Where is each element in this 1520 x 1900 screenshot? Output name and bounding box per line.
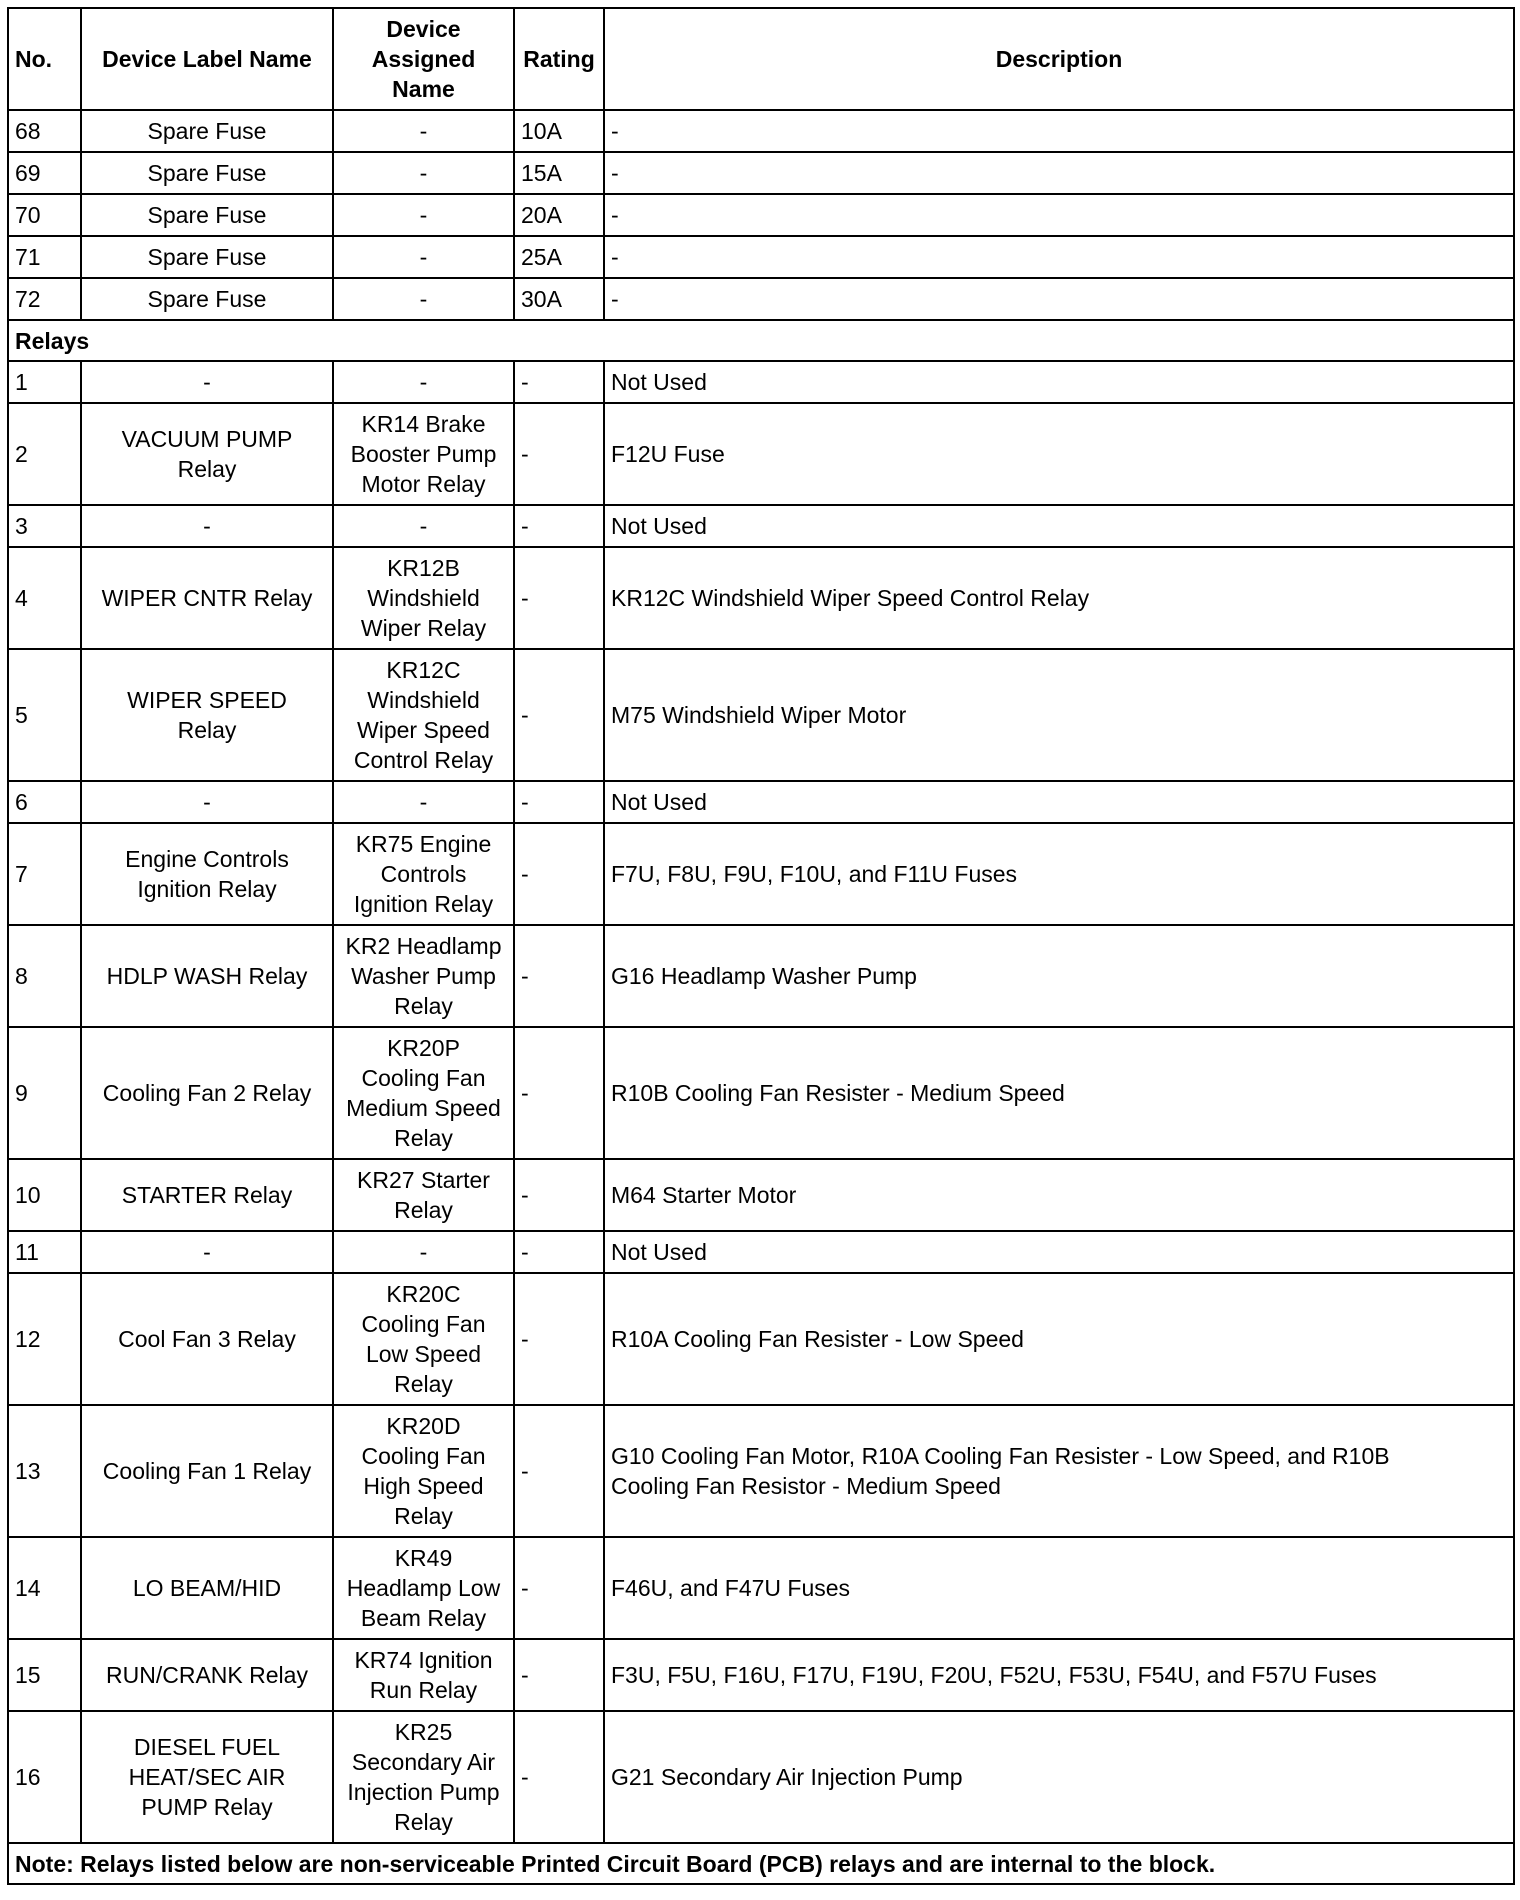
cell-rating: - (514, 925, 604, 1027)
cell-device-assigned-name: - (333, 361, 514, 403)
cell-device-label-name: WIPER SPEED Relay (81, 649, 333, 781)
cell-no: 69 (8, 152, 81, 194)
cell-no: 16 (8, 1711, 81, 1843)
cell-device-label-name: Cooling Fan 2 Relay (81, 1027, 333, 1159)
table-row (8, 194, 1514, 236)
cell-rating: - (514, 1711, 604, 1843)
fuse-rows (8, 110, 1514, 320)
cell-device-assigned-name: - (333, 152, 514, 194)
cell-device-label-name: Engine Controls Ignition Relay (81, 823, 333, 925)
table-row (8, 1273, 1514, 1405)
cell-device-label-name: - (81, 505, 333, 547)
table-row (8, 278, 1514, 320)
cell-rating: 25A (514, 236, 604, 278)
cell-device-assigned-name: KR20D Cooling Fan High Speed Relay (333, 1405, 514, 1537)
cell-device-assigned-name: KR20C Cooling Fan Low Speed Relay (333, 1273, 514, 1405)
cell-description: - (604, 278, 1514, 320)
cell-no: 2 (8, 403, 81, 505)
cell-description: F3U, F5U, F16U, F17U, F19U, F20U, F52U, F53U, F54U, and F57U Fuses (604, 1639, 1514, 1711)
table-row (8, 1711, 1514, 1843)
table-row (8, 1027, 1514, 1159)
cell-no: 70 (8, 194, 81, 236)
cell-no: 71 (8, 236, 81, 278)
cell-device-label-name: LO BEAM/HID (81, 1537, 333, 1639)
cell-device-label-name: RUN/CRANK Relay (81, 1639, 333, 1711)
cell-no: 11 (8, 1231, 81, 1273)
cell-device-label-name: - (81, 1231, 333, 1273)
cell-no: 6 (8, 781, 81, 823)
cell-no: 3 (8, 505, 81, 547)
table-row (8, 1231, 1514, 1273)
cell-device-assigned-name: KR2 Headlamp Washer Pump Relay (333, 925, 514, 1027)
cell-rating: - (514, 823, 604, 925)
cell-description: R10B Cooling Fan Resister - Medium Speed (604, 1027, 1514, 1159)
table-row (8, 110, 1514, 152)
header-description: Description (604, 8, 1514, 110)
table-row (8, 781, 1514, 823)
cell-device-label-name: STARTER Relay (81, 1159, 333, 1231)
cell-description: M75 Windshield Wiper Motor (604, 649, 1514, 781)
cell-description: F12U Fuse (604, 403, 1514, 505)
cell-description: R10A Cooling Fan Resister - Low Speed (604, 1273, 1514, 1405)
cell-rating: - (514, 1405, 604, 1537)
cell-description: Not Used (604, 505, 1514, 547)
table-row (8, 823, 1514, 925)
cell-description: Not Used (604, 781, 1514, 823)
cell-rating: - (514, 403, 604, 505)
fuse-relay-sheet (7, 7, 1513, 1885)
cell-description: G16 Headlamp Washer Pump (604, 925, 1514, 1027)
table-row (8, 925, 1514, 1027)
cell-device-label-name: Spare Fuse (81, 236, 333, 278)
footnote: Note: Relays listed below are non-serviceable Printed Circuit Board (PCB) relays and are internal to the block. (8, 1843, 1514, 1884)
cell-description: F7U, F8U, F9U, F10U, and F11U Fuses (604, 823, 1514, 925)
cell-device-label-name: WIPER CNTR Relay (81, 547, 333, 649)
relay-rows (8, 361, 1514, 1843)
cell-device-assigned-name: - (333, 194, 514, 236)
cell-device-assigned-name: KR75 Engine Controls Ignition Relay (333, 823, 514, 925)
header-device-assigned-name: Device Assigned Name (333, 8, 514, 110)
table-row (8, 505, 1514, 547)
cell-device-label-name: Spare Fuse (81, 278, 333, 320)
cell-rating: 30A (514, 278, 604, 320)
cell-device-assigned-name: KR12B Windshield Wiper Relay (333, 547, 514, 649)
cell-rating: 10A (514, 110, 604, 152)
cell-description: M64 Starter Motor (604, 1159, 1514, 1231)
table-row (8, 547, 1514, 649)
table-row (8, 236, 1514, 278)
cell-device-assigned-name: - (333, 278, 514, 320)
cell-device-assigned-name: - (333, 505, 514, 547)
cell-rating: - (514, 547, 604, 649)
cell-device-assigned-name: - (333, 1231, 514, 1273)
cell-device-assigned-name: KR14 Brake Booster Pump Motor Relay (333, 403, 514, 505)
table-row (8, 649, 1514, 781)
table-row (8, 361, 1514, 403)
cell-device-assigned-name: KR12C Windshield Wiper Speed Control Relay (333, 649, 514, 781)
cell-rating: - (514, 361, 604, 403)
cell-no: 5 (8, 649, 81, 781)
cell-no: 12 (8, 1273, 81, 1405)
cell-device-label-name: HDLP WASH Relay (81, 925, 333, 1027)
cell-description: G21 Secondary Air Injection Pump (604, 1711, 1514, 1843)
cell-device-assigned-name: KR74 Ignition Run Relay (333, 1639, 514, 1711)
cell-no: 7 (8, 823, 81, 925)
cell-rating: - (514, 1273, 604, 1405)
cell-no: 8 (8, 925, 81, 1027)
cell-no: 68 (8, 110, 81, 152)
cell-rating: 15A (514, 152, 604, 194)
header-rating: Rating (514, 8, 604, 110)
cell-no: 9 (8, 1027, 81, 1159)
cell-device-assigned-name: KR27 Starter Relay (333, 1159, 514, 1231)
cell-no: 13 (8, 1405, 81, 1537)
cell-device-label-name: Spare Fuse (81, 194, 333, 236)
cell-device-assigned-name: - (333, 110, 514, 152)
cell-device-assigned-name: KR25 Secondary Air Injection Pump Relay (333, 1711, 514, 1843)
cell-no: 10 (8, 1159, 81, 1231)
cell-device-label-name: DIESEL FUEL HEAT/SEC AIR PUMP Relay (81, 1711, 333, 1843)
cell-description: KR12C Windshield Wiper Speed Control Relay (604, 547, 1514, 649)
cell-device-label-name: - (81, 361, 333, 403)
cell-rating: - (514, 1639, 604, 1711)
cell-no: 1 (8, 361, 81, 403)
cell-no: 4 (8, 547, 81, 649)
cell-rating: 20A (514, 194, 604, 236)
cell-device-label-name: Spare Fuse (81, 110, 333, 152)
table-row (8, 1405, 1514, 1537)
cell-device-label-name: Cooling Fan 1 Relay (81, 1405, 333, 1537)
cell-rating: - (514, 1537, 604, 1639)
cell-device-assigned-name: - (333, 236, 514, 278)
cell-no: 72 (8, 278, 81, 320)
cell-no: 15 (8, 1639, 81, 1711)
cell-description: G10 Cooling Fan Motor, R10A Cooling Fan Resister - Low Speed, and R10B Cooling Fan Resistor - Medium Speed (604, 1405, 1514, 1537)
cell-rating: - (514, 1027, 604, 1159)
cell-device-assigned-name: - (333, 781, 514, 823)
cell-description: - (604, 110, 1514, 152)
cell-device-label-name: Cool Fan 3 Relay (81, 1273, 333, 1405)
cell-rating: - (514, 649, 604, 781)
fuse-relay-table (7, 7, 1515, 1885)
cell-device-assigned-name: KR20P Cooling Fan Medium Speed Relay (333, 1027, 514, 1159)
cell-rating: - (514, 1231, 604, 1273)
cell-description: - (604, 194, 1514, 236)
table-row (8, 403, 1514, 505)
cell-rating: - (514, 781, 604, 823)
cell-description: F46U, and F47U Fuses (604, 1537, 1514, 1639)
relays-section-row (8, 320, 1514, 361)
table-row (8, 152, 1514, 194)
cell-description: - (604, 152, 1514, 194)
cell-no: 14 (8, 1537, 81, 1639)
cell-device-assigned-name: KR49 Headlamp Low Beam Relay (333, 1537, 514, 1639)
cell-description: - (604, 236, 1514, 278)
table-row (8, 1159, 1514, 1231)
cell-description: Not Used (604, 1231, 1514, 1273)
note-row (8, 1843, 1514, 1884)
cell-description: Not Used (604, 361, 1514, 403)
relays-section-title: Relays (8, 320, 1514, 361)
header-device-label-name: Device Label Name (81, 8, 333, 110)
cell-rating: - (514, 505, 604, 547)
cell-rating: - (514, 1159, 604, 1231)
table-row (8, 1639, 1514, 1711)
table-row (8, 1537, 1514, 1639)
header-row (8, 8, 1514, 110)
cell-device-label-name: - (81, 781, 333, 823)
relays-section (8, 320, 1514, 361)
cell-device-label-name: Spare Fuse (81, 152, 333, 194)
header-no: No. (8, 8, 81, 110)
cell-device-label-name: VACUUM PUMP Relay (81, 403, 333, 505)
